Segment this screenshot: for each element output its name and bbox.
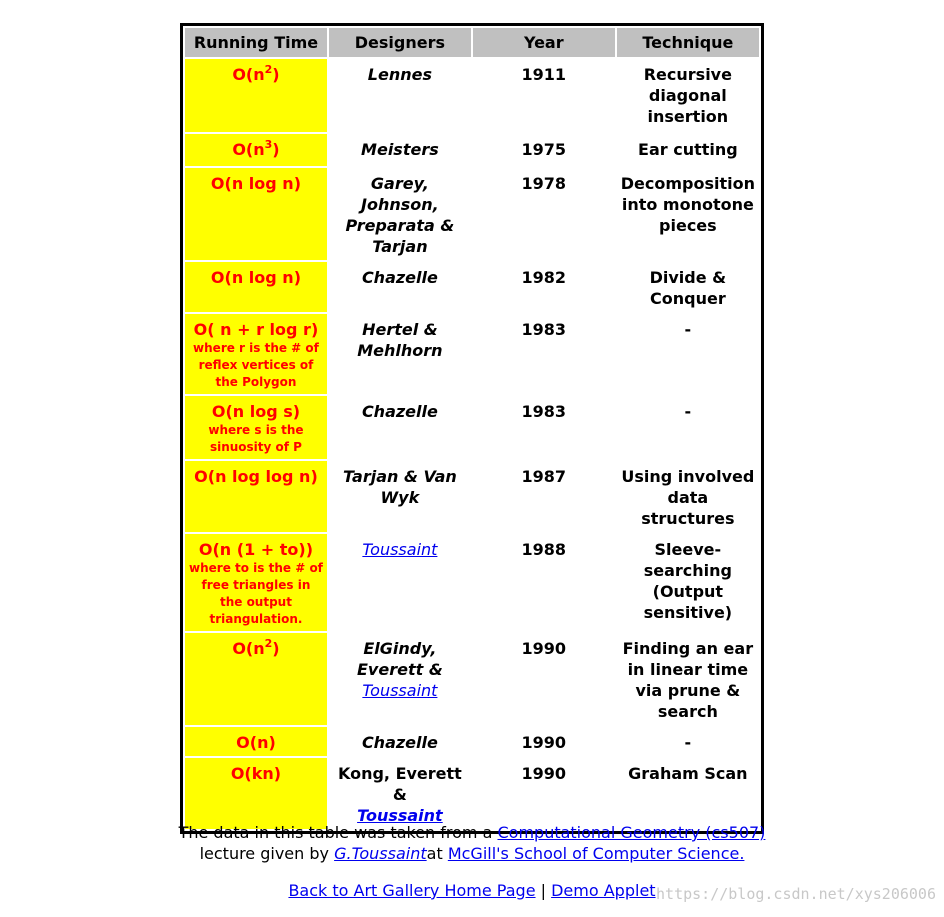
- running-time: O(n log s): [211, 402, 301, 421]
- paren: ): [272, 65, 280, 84]
- table-row: [185, 633, 759, 725]
- technique-cell: Graham Scan: [628, 764, 748, 783]
- watermark: https://blog.csdn.net/xys206006: [656, 885, 936, 903]
- running-time: O(kn): [230, 764, 282, 783]
- table-row: [185, 727, 759, 756]
- running-time-note: where to is the # of free triangles in the output triangulation.: [189, 561, 323, 626]
- nav-separator: |: [535, 881, 552, 900]
- table-row: [185, 396, 759, 459]
- designers-cell: Hertel & Mehlhorn: [357, 320, 443, 360]
- designers-cell: [329, 633, 471, 725]
- technique-cell: -: [684, 320, 692, 339]
- home-page-link[interactable]: Back to Art Gallery Home Page: [288, 881, 536, 900]
- table-row: [185, 262, 759, 312]
- running-time-cell: [185, 461, 327, 532]
- year-cell: 1983: [521, 402, 567, 421]
- table-row: [185, 758, 759, 829]
- table-row: [185, 134, 759, 166]
- technique-cell: Using involved data structures: [621, 467, 755, 528]
- toussaint-link[interactable]: Toussaint: [362, 540, 438, 559]
- running-time-cell: [185, 758, 327, 829]
- running-time-cell: [185, 134, 327, 166]
- running-time-cell: [185, 168, 327, 260]
- year-cell: 1975: [521, 140, 567, 159]
- technique-cell: Finding an ear in linear time via prune & search: [622, 639, 754, 721]
- year-cell: 1983: [521, 320, 567, 339]
- year-cell: 1990: [521, 764, 567, 783]
- year-cell: 1911: [521, 65, 567, 84]
- exponent: 2: [264, 62, 273, 76]
- toussaint-link[interactable]: Toussaint: [357, 806, 443, 825]
- running-time: O(n: [232, 65, 265, 84]
- year-cell: 1982: [521, 268, 567, 287]
- designers-cell: [329, 758, 471, 829]
- running-time-cell: [185, 262, 327, 312]
- toussaint-person-link[interactable]: G.Toussaint: [334, 844, 427, 863]
- designers-cell: Chazelle: [361, 268, 438, 287]
- designers-cell: Garey, Johnson, Preparata & Tarjan: [345, 174, 455, 256]
- designers-cell: Chazelle: [361, 402, 438, 421]
- running-time: O(n log log n): [194, 467, 318, 486]
- running-time: O( n + r log r): [193, 320, 319, 339]
- running-time: O(n log n): [210, 174, 301, 193]
- paren: ): [272, 140, 280, 159]
- year-cell: 1978: [521, 174, 567, 193]
- running-time: O(n (1 + to)): [198, 540, 314, 559]
- at-text: at: [426, 844, 448, 863]
- demo-applet-link[interactable]: Demo Applet: [551, 881, 656, 900]
- mcgill-link[interactable]: McGill's School of Computer Science.: [447, 844, 745, 863]
- year-cell: 1987: [521, 467, 567, 486]
- running-time-cell: [185, 727, 327, 756]
- header-technique: Technique: [617, 28, 759, 57]
- designers-cell: Meisters: [361, 140, 439, 159]
- running-time-cell: [185, 396, 327, 459]
- exponent: 2: [264, 636, 273, 650]
- running-time-note: where r is the # of reflex vertices of the Polygon: [193, 341, 319, 389]
- technique-cell: Sleeve-searching (Output sensitive): [643, 540, 733, 622]
- running-time: O(n: [232, 639, 265, 658]
- running-time-note: where s is the sinuosity of P: [208, 423, 304, 454]
- running-time-cell: [185, 534, 327, 631]
- triangulation-table: [180, 23, 764, 834]
- running-time: O(n log n): [210, 268, 301, 287]
- technique-cell: Ear cutting: [638, 140, 738, 159]
- year-cell: 1990: [521, 639, 567, 658]
- exponent: 3: [264, 137, 273, 151]
- running-time-cell: [185, 59, 327, 132]
- paren: ): [272, 639, 280, 658]
- designers-cell: [329, 534, 471, 631]
- lecture-text: lecture given by: [199, 844, 335, 863]
- technique-cell: -: [684, 402, 692, 421]
- designers-cell: Chazelle: [361, 733, 438, 752]
- header-year: Year: [473, 28, 615, 57]
- technique-cell: Decomposition into monotone pieces: [620, 174, 755, 235]
- running-time: O(n): [236, 733, 276, 752]
- running-time-cell: [185, 633, 327, 725]
- technique-cell: -: [684, 733, 692, 752]
- table-row: [185, 168, 759, 260]
- source-text: The data in this table was taken from a: [178, 823, 498, 842]
- designers-text: ElGindy, Everett &: [357, 639, 443, 679]
- technique-cell: Divide & Conquer: [649, 268, 727, 308]
- technique-cell: Recursive diagonal insertion: [643, 65, 732, 126]
- source-note: [0, 822, 944, 864]
- running-time: O(n: [232, 140, 265, 159]
- running-time-cell: [185, 314, 327, 394]
- year-cell: 1988: [521, 540, 567, 559]
- table-row: [185, 461, 759, 532]
- designers-cell: Lennes: [367, 65, 432, 84]
- header-running-time: Running Time: [185, 28, 327, 57]
- table-row: [185, 534, 759, 631]
- table-row: [185, 59, 759, 132]
- toussaint-link[interactable]: Toussaint: [362, 681, 438, 700]
- designers-cell: Tarjan & Van Wyk: [343, 467, 457, 507]
- header-designers: Designers: [329, 28, 471, 57]
- header-row: [185, 28, 759, 57]
- designers-text: Kong, Everett &: [337, 764, 462, 804]
- table-row: [185, 314, 759, 394]
- cs507-link[interactable]: Computational Geometry (cs507): [497, 823, 766, 842]
- year-cell: 1990: [521, 733, 567, 752]
